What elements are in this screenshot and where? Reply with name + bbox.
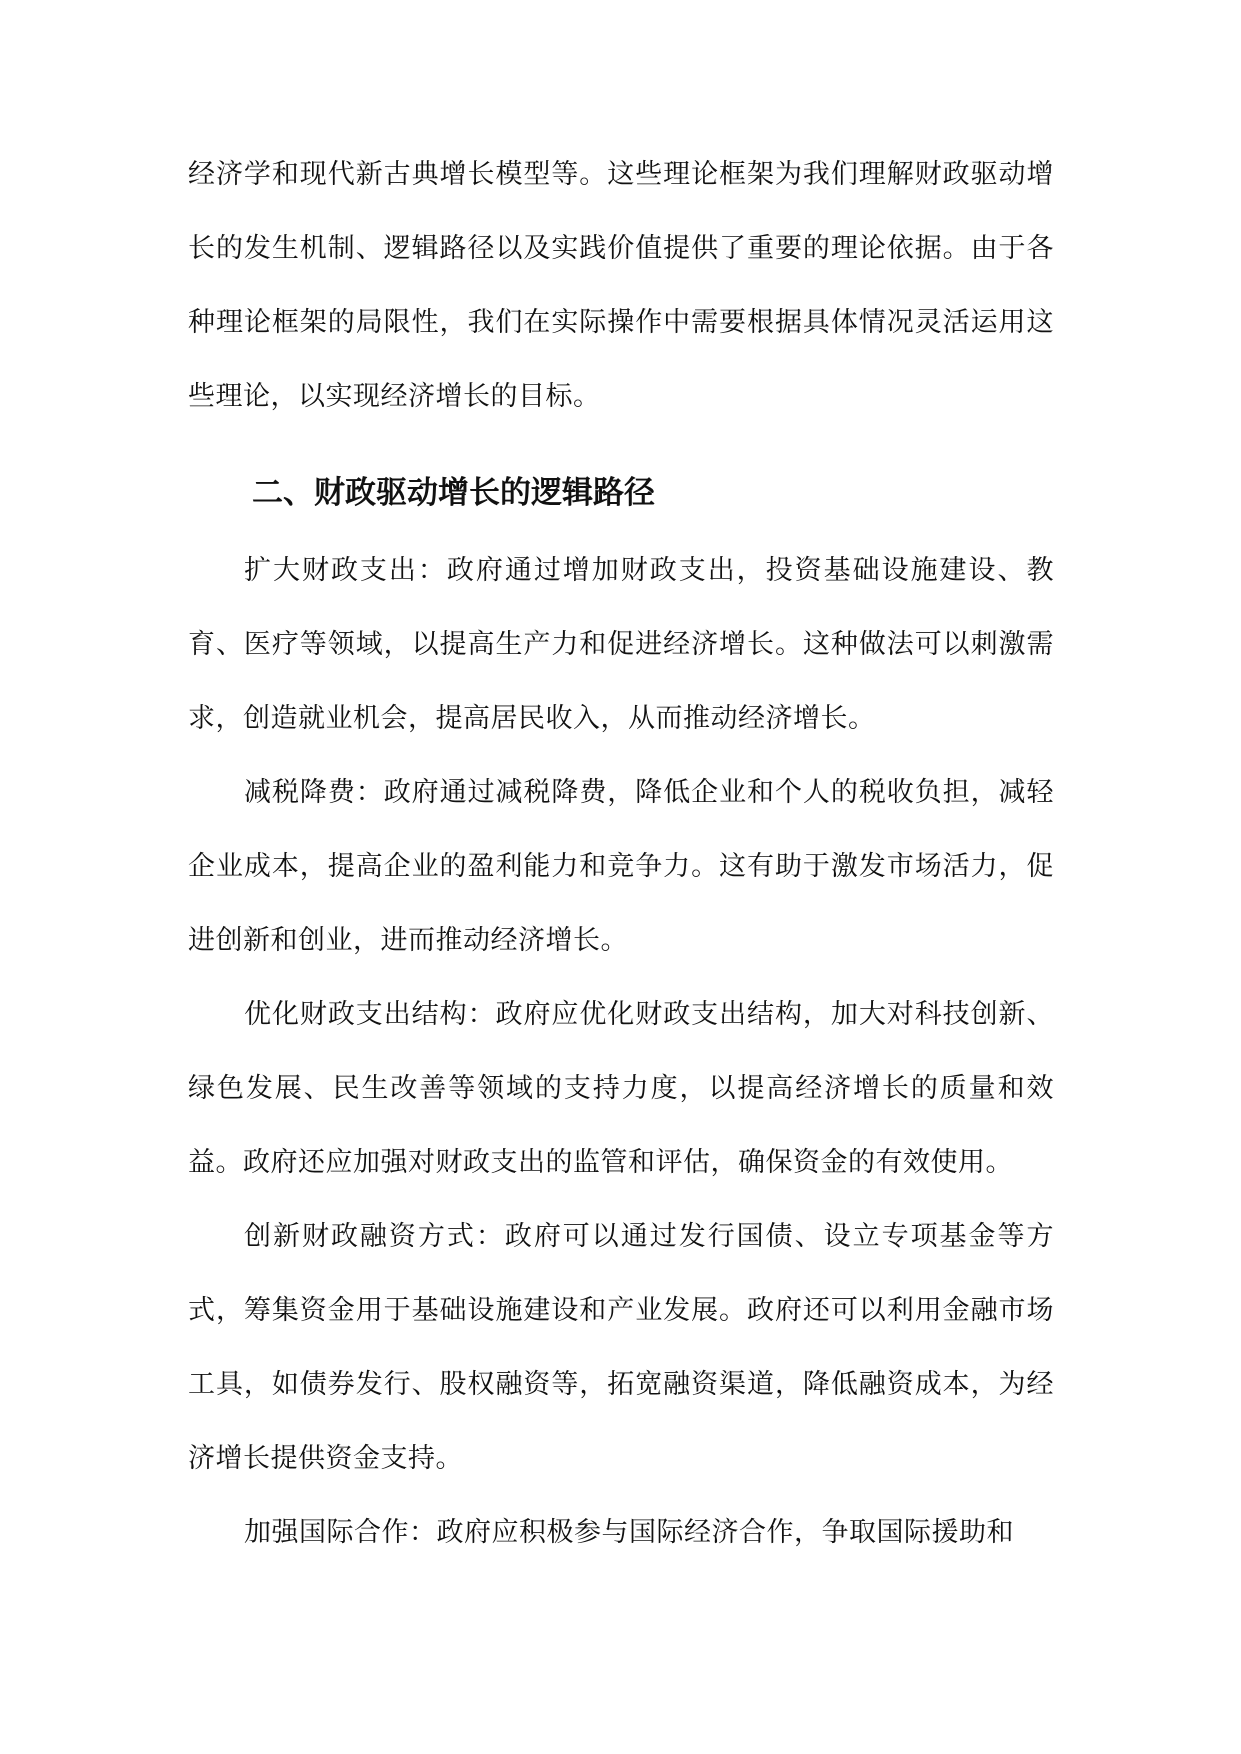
document-body xyxy=(188,138,1054,1570)
paragraph-tax-cuts: 减税降费：政府通过减税降费，降低企业和个人的税收负担，减轻企业成本，提高企业的盈利能力和竞争力。这有助于激发市场活力，促进创新和创业，进而推动经济增长。 xyxy=(188,777,1054,956)
section-heading: 二、财政驱动增长的逻辑路径 xyxy=(252,475,655,511)
paragraph-international-cooperation: 加强国际合作：政府应积极参与国际经济合作，争取国际援助和 xyxy=(244,1517,1014,1548)
paragraph-expand-spending: 扩大财政支出：政府通过增加财政支出，投资基础设施建设、教育、医疗等领域，以提高生产力和促进经济增长。这种做法可以刺激需求，创造就业机会，提高居民收入，从而推动经济增长。 xyxy=(188,555,1054,734)
paragraph-optimize-structure: 优化财政支出结构：政府应优化财政支出结构，加大对科技创新、绿色发展、民生改善等领域的支持力度，以提高经济增长的质量和效益。政府还应加强对财政支出的监管和评估，确保资金的有效使用。 xyxy=(188,999,1054,1178)
intro-paragraph: 经济学和现代新古典增长模型等。这些理论框架为我们理解财政驱动增长的发生机制、逻辑路径以及实践价值提供了重要的理论依据。由于各种理论框架的局限性，我们在实际操作中需要根据具体情况灵活运用这些理论，以实现经济增长的目标。 xyxy=(188,159,1054,412)
paragraph-financing-innovation: 创新财政融资方式：政府可以通过发行国债、设立专项基金等方式，筹集资金用于基础设施建设和产业发展。政府还可以利用金融市场工具，如债券发行、股权融资等，拓宽融资渠道，降低融资成本，为经济增长提供资金支持。 xyxy=(188,1221,1054,1474)
